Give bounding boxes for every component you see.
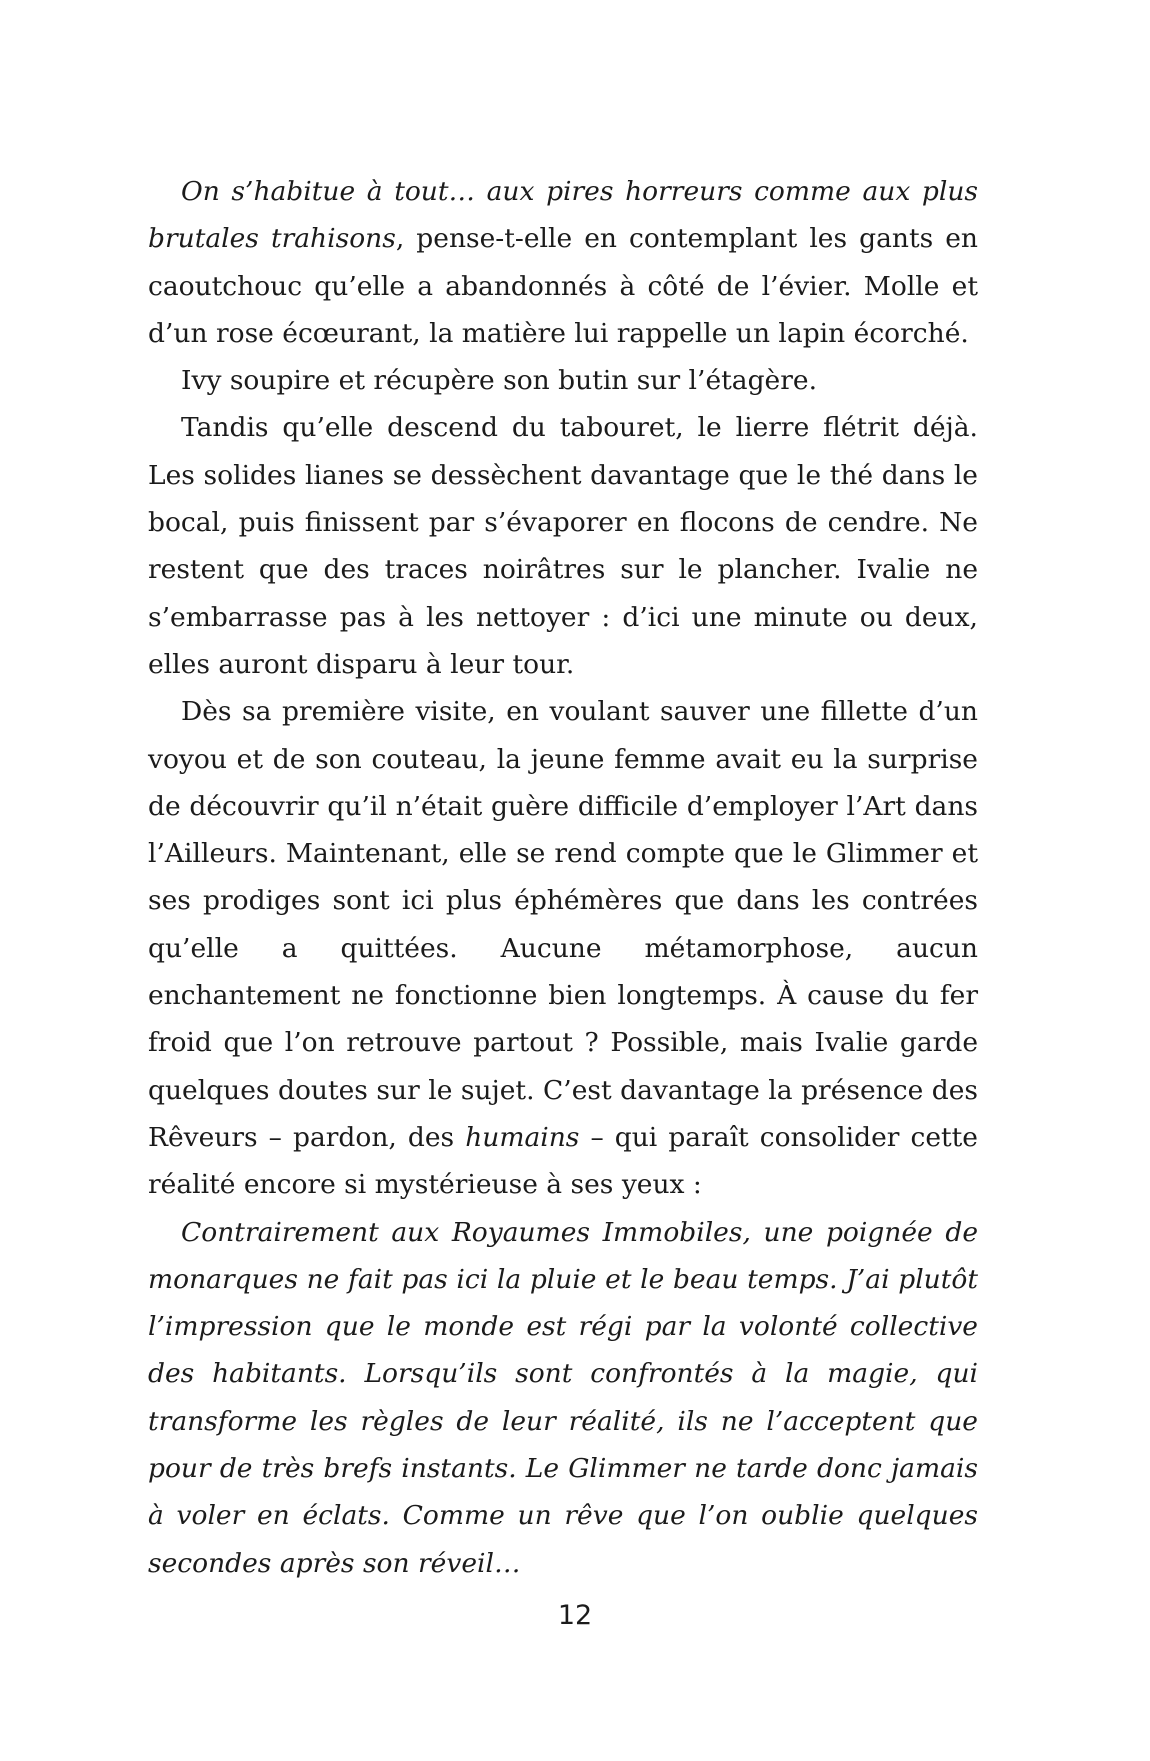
paragraph-5 <box>148 1209 978 1587</box>
paragraph-4-text-a: Dès sa première visite, en voulant sauver une fillette d’un voyou et de son couteau, la jeune femme avait eu la surprise de découvrir qu’il n’était guère difficile d’employer l’Art dans l’Ailleurs. Maintenant, elle se rend compte que le Glimmer et ses prodiges sont ici plus éphémères que dans les contrées qu’elle a quittées. Aucune métamorphose, aucun enchantement ne fonctionne bien longtemps. À cause du fer froid que l’on retrouve partout ? Possible, mais Ivalie garde quelques doutes sur le sujet. C’est davantage la présence des Rêveurs – pardon, des <box>148 696 978 1153</box>
page-number: 12 <box>557 1600 593 1631</box>
paragraph-2-text: Ivy soupire et récupère son butin sur l’étagère. <box>181 365 817 397</box>
paragraph-2 <box>148 357 978 404</box>
paragraph-5-italic-thought: Contrairement aux Royaumes Immobiles, une poignée de monarques ne fait pas ici la pluie et le beau temps. J’ai plutôt l’impression que le monde est régi par la volonté collective des habitants. Lorsqu’ils sont confrontés à la magie, qui transforme les règles de leur réalité, ils ne l’acceptent que pour de très brefs instants. Le Glimmer ne tarde donc jamais à voler en éclats. Comme un rêve que l’on oublie quelques secondes après son réveil… <box>148 1216 978 1579</box>
paragraph-4 <box>148 688 978 1208</box>
paragraph-1 <box>148 168 978 357</box>
paragraph-4-italic-word: humains <box>465 1121 580 1153</box>
paragraph-4-text-b: – qui paraît consolider cette réalité encore si mystérieuse à ses yeux : <box>148 1121 978 1201</box>
paragraph-3-text: Tandis qu’elle descend du tabouret, le lierre flétrit déjà. Les solides lianes se dessèchent davantage que le thé dans le bocal, puis finissent par s’évaporer en flocons de cendre. Ne restent que des traces noirâtres sur le plancher. Ivalie ne s’embarrasse pas à les nettoyer : d’ici une minute ou deux, elles auront disparu à leur tour. <box>148 412 978 680</box>
paragraph-1-italic-thought: On s’habitue à tout… aux pires horreurs comme aux plus brutales trahisons <box>148 176 978 255</box>
paragraph-3 <box>148 404 978 688</box>
paragraph-1-text: , pense-t-elle en contemplant les gants en caoutchouc qu’elle a abandonnés à côté de l’évier. Molle et d’un rose écœurant, la matière lui rappelle un lapin écorché. <box>148 223 978 349</box>
body-text <box>148 168 978 1587</box>
